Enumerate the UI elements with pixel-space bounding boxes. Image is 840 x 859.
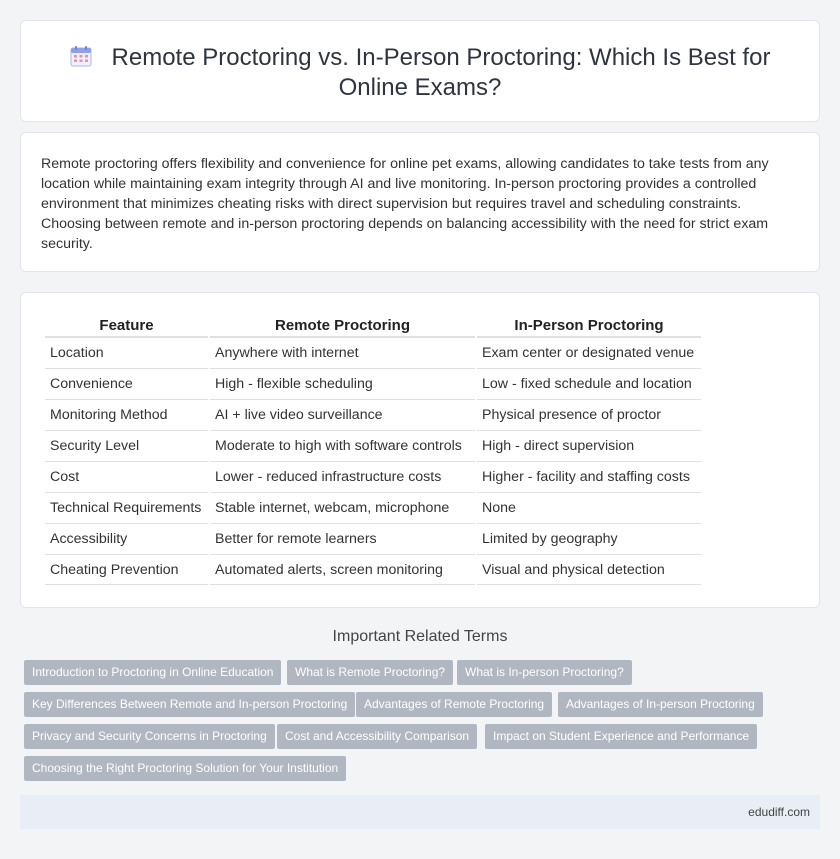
table-cell: Lower - reduced infrastructure costs (210, 461, 475, 492)
related-tag[interactable]: Advantages of In-person Proctoring (558, 692, 763, 717)
comparison-table-card (20, 292, 820, 608)
table-cell: Monitoring Method (45, 399, 208, 430)
table-row (45, 492, 701, 523)
footer (20, 795, 820, 829)
table-cell: Location (45, 337, 208, 368)
page-title (21, 43, 819, 103)
table-cell: Anywhere with internet (210, 337, 475, 368)
table-row (45, 368, 701, 399)
calendar-icon (70, 45, 92, 67)
table-row (45, 461, 701, 492)
title-line-2: Online Exams? (338, 74, 502, 101)
table-header-row (45, 315, 701, 337)
table-cell: Higher - facility and staffing costs (477, 461, 701, 492)
table-cell: Cost (45, 461, 208, 492)
related-terms-heading: Important Related Terms (332, 628, 508, 645)
related-tag[interactable]: Choosing the Right Proctoring Solution for Your Institution (24, 756, 346, 781)
table-row (45, 337, 701, 368)
table-cell: Convenience (45, 368, 208, 399)
table-cell: Exam center or designated venue (477, 337, 701, 368)
table-row (45, 554, 701, 585)
table-cell: Low - fixed schedule and location (477, 368, 701, 399)
related-tag[interactable]: What is Remote Proctoring? (287, 660, 453, 685)
table-cell: Physical presence of proctor (477, 399, 701, 430)
related-tag[interactable]: Advantages of Remote Proctoring (356, 692, 552, 717)
table-cell: High - flexible scheduling (210, 368, 475, 399)
table-row (45, 399, 701, 430)
table-row (45, 523, 701, 554)
footer-site-link[interactable]: edudiff.com (748, 805, 810, 819)
table-cell: AI + live video surveillance (210, 399, 475, 430)
table-cell: Cheating Prevention (45, 554, 208, 585)
table-cell: Stable internet, webcam, microphone (210, 492, 475, 523)
summary-card (20, 132, 820, 272)
title-line-1: Remote Proctoring vs. In-Person Proctoring: Which Is Best for (111, 44, 771, 71)
table-cell: Security Level (45, 430, 208, 461)
table-cell: Automated alerts, screen monitoring (210, 554, 475, 585)
header-feature: Feature (45, 315, 208, 337)
header-remote: Remote Proctoring (210, 315, 475, 337)
table-cell: High - direct supervision (477, 430, 701, 461)
summary-text: Remote proctoring offers flexibility and convenience for online pet exams, allowing candidates to take tests from any location while maintaining exam integrity through AI and live monitoring. In-person proctoring provides a controlled environment that minimizes cheating risks with direct supervision but requires travel and scheduling constraints. Choosing between remote and in-person proctoring depends on balancing accessibility with the need for strict exam security. (41, 156, 769, 252)
table-cell: Moderate to high with software controls (210, 430, 475, 461)
title-card (20, 20, 820, 122)
header-in-person: In-Person Proctoring (477, 315, 701, 337)
table-cell: Better for remote learners (210, 523, 475, 554)
related-tag[interactable]: Privacy and Security Concerns in Proctoring (24, 724, 275, 749)
table-row (45, 430, 701, 461)
related-tag[interactable]: Cost and Accessibility Comparison (277, 724, 477, 749)
table-cell: None (477, 492, 701, 523)
related-tag[interactable]: Impact on Student Experience and Performance (485, 724, 757, 749)
table-cell: Accessibility (45, 523, 208, 554)
table-cell: Technical Requirements (45, 492, 208, 523)
related-tag[interactable]: What is In-person Proctoring? (457, 660, 632, 685)
related-tag[interactable]: Key Differences Between Remote and In-person Proctoring (24, 692, 355, 717)
table-cell: Limited by geography (477, 523, 701, 554)
table-cell: Visual and physical detection (477, 554, 701, 585)
related-tag[interactable]: Introduction to Proctoring in Online Education (24, 660, 281, 685)
comparison-table (43, 315, 703, 585)
